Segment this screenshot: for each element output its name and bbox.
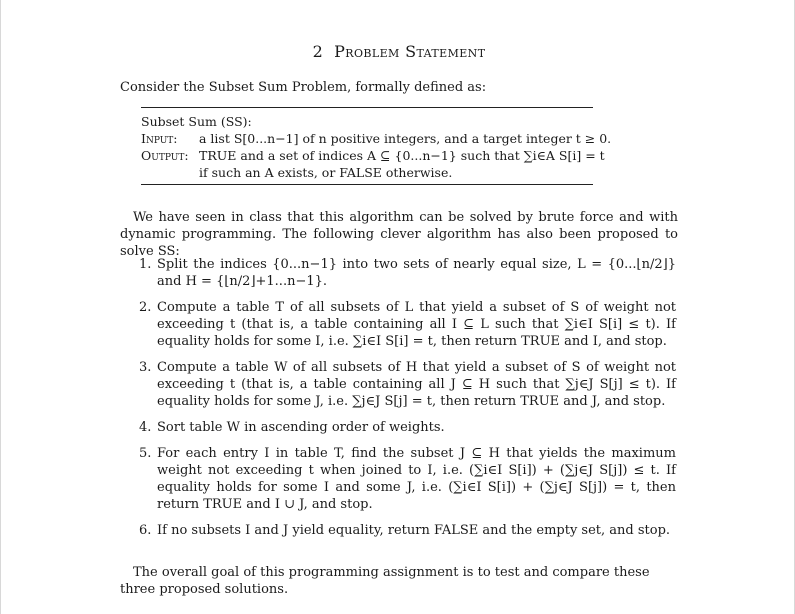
algorithm-steps <box>120 256 678 548</box>
step-text: Compute a table W of all subsets of H that yield a subset of S of weight not exceeding t (that is, a table containing all J ⊆ H such that ∑j∈J S[j] ≤ t). If equality holds for some J, i.e. ∑j∈J S[j] = t, then return TRUE and J, and stop. <box>157 360 676 409</box>
closing-paragraph: The overall goal of this programming assignment is to test and compare these three proposed solutions. <box>120 565 650 597</box>
section-heading <box>120 43 678 60</box>
step-text: For each entry I in table T, find the subset J ⊆ H that yields the maximum weight not exceeding t when joined to I, i.e. (∑i∈I S[i]) + (∑j∈J S[j]) ≤ t. If equality holds for some I and some J, i.e. (∑i∈I S[i]) + (∑j∈J S[j]) = t, then return TRUE and I ∪ J, and stop. <box>157 446 676 512</box>
step-text: Sort table W in ascending order of weights. <box>157 420 445 435</box>
section-number: 2 <box>312 42 324 61</box>
step-number: 3. <box>139 360 152 375</box>
step-number: 1. <box>139 257 152 272</box>
step-item <box>120 256 678 290</box>
step-text: If no subsets I and J yield equality, return FALSE and the empty set, and stop. <box>157 523 671 538</box>
step-item <box>120 522 678 539</box>
step-item <box>120 445 678 513</box>
step-number: 5. <box>139 446 152 461</box>
step-text: Split the indices {0...n−1} into two sets of nearly equal size, L = {0...⌊n/2⌋} and H = {⌊n/2⌋+1...n−1}. <box>157 257 676 289</box>
problem-title: Subset Sum (SS): <box>141 114 252 129</box>
step-number: 6. <box>139 523 152 538</box>
problem-output-row <box>141 147 605 164</box>
problem-input-text: a list S[0...n−1] of n positive integers, and a target integer t ≥ 0. <box>199 131 612 146</box>
step-number: 4. <box>139 420 152 435</box>
problem-input-key: Input: <box>141 131 178 146</box>
problem-output-key: Output: <box>141 148 189 163</box>
intro-text: Consider the Subset Sum Problem, formally defined as: <box>120 80 487 95</box>
body-paragraph: We have seen in class that this algorithm can be solved by brute force and with dynamic programming. The following clever algorithm has also been proposed to solve SS: <box>120 210 678 259</box>
problem-output-text-continued: if such an A exists, or FALSE otherwise. <box>199 165 453 180</box>
section-title: Problem Statement <box>334 42 486 61</box>
problem-output-text: TRUE and a set of indices A ⊆ {0...n−1} such that ∑i∈A S[i] = t <box>199 148 605 163</box>
step-number: 2. <box>139 300 152 315</box>
step-item <box>120 359 678 410</box>
step-item <box>120 419 678 436</box>
page-edge-left <box>0 0 1 614</box>
step-text: Compute a table T of all subsets of L that yield a subset of S of weight not exceeding t (that is, a table containing all I ⊆ L such that ∑i∈I S[i] ≤ t). If equality holds for some I, i.e. ∑i∈I S[i] = t, then return TRUE and I, and stop. <box>157 300 676 349</box>
step-item <box>120 299 678 350</box>
problem-definition-box <box>141 107 612 185</box>
problem-input-row <box>141 130 612 147</box>
